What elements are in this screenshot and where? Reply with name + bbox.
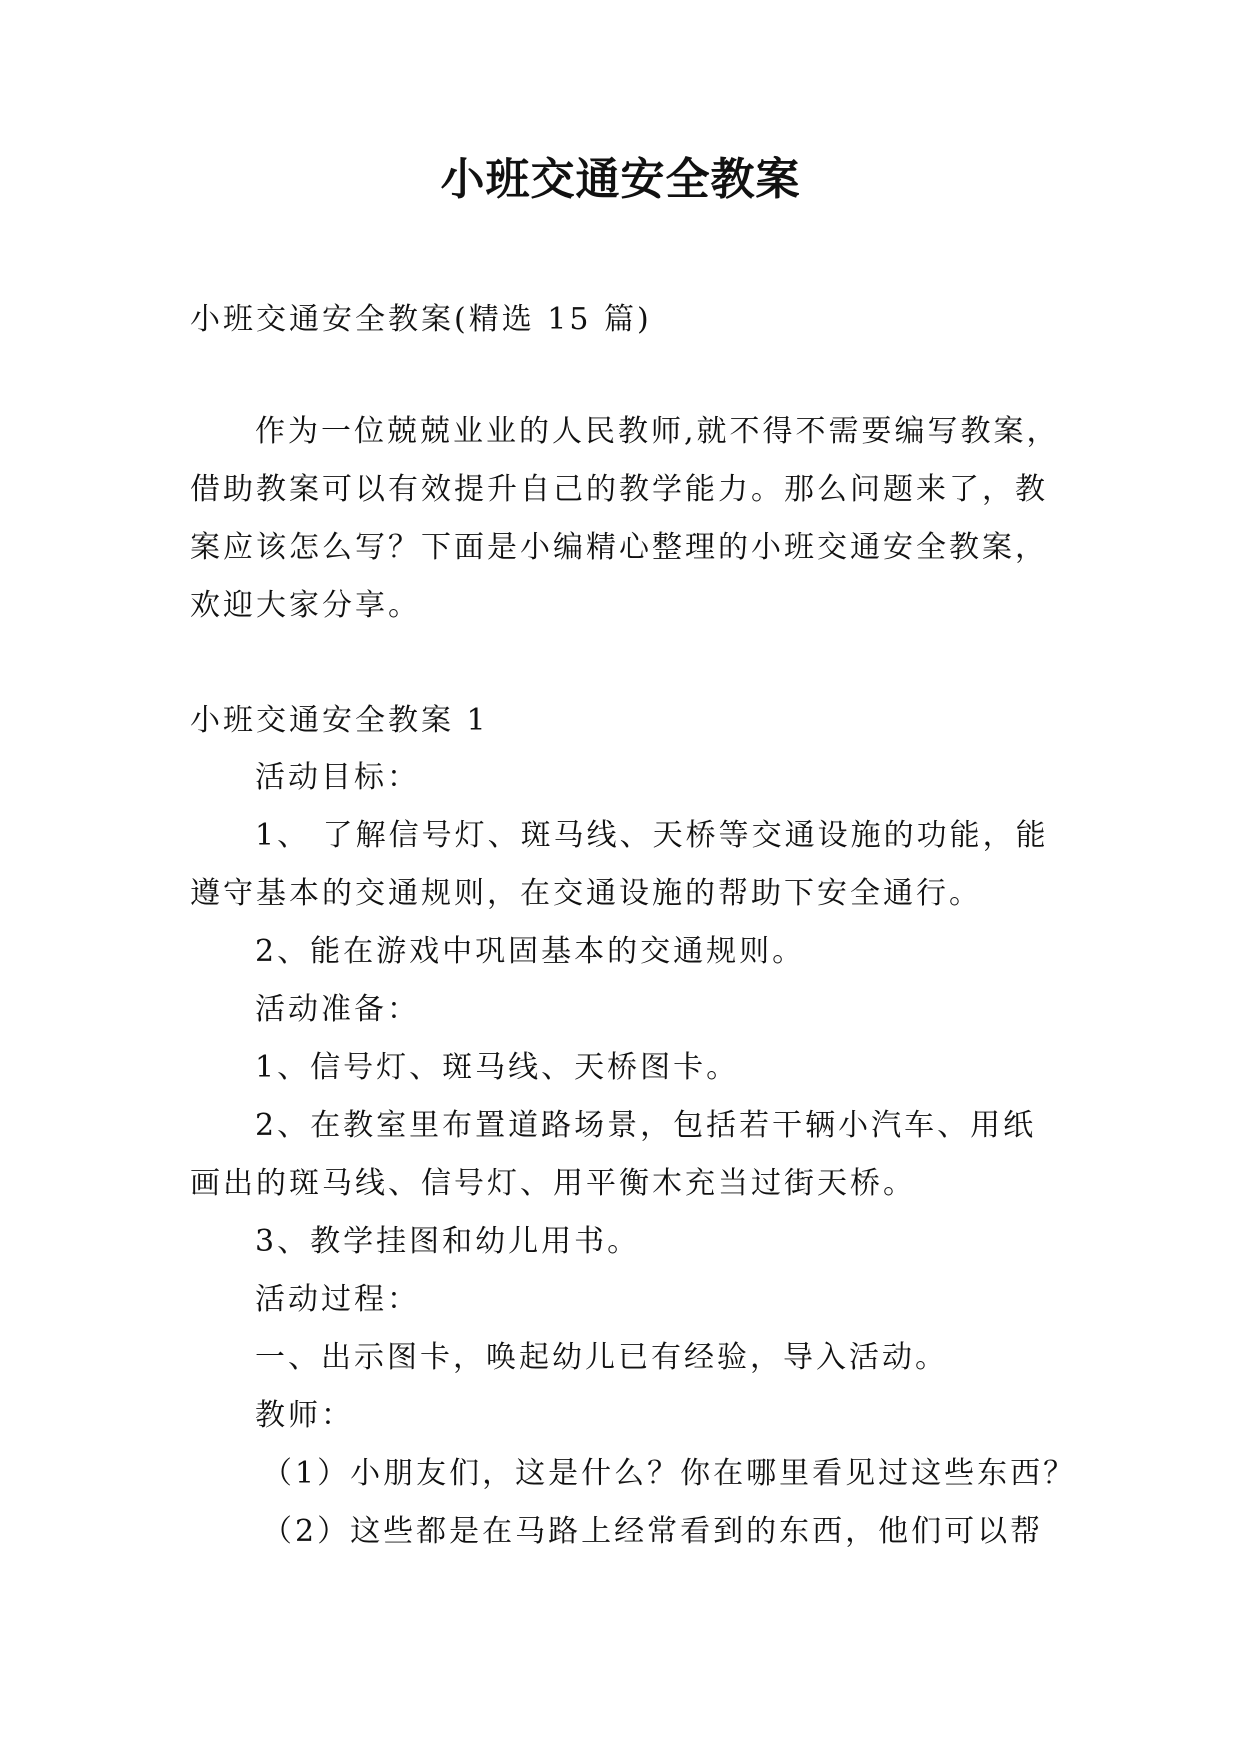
body-line: 1、 了解信号灯、斑马线、天桥等交通设施的功能，能 xyxy=(255,818,1049,853)
body-line: 3、教学挂图和幼儿用书。 xyxy=(255,1224,641,1259)
body-line: 2、能在游戏中巩固基本的交通规则。 xyxy=(255,934,806,969)
body-line: 活动准备： xyxy=(255,992,420,1027)
document-title: 小班交通安全教案 xyxy=(440,154,801,205)
body-line: 教师： xyxy=(255,1398,354,1433)
body-line: 一、出示图卡，唤起幼儿已有经验，导入活动。 xyxy=(255,1340,948,1375)
intro-line-3: 案应该怎么写？下面是小编精心整理的小班交通安全教案， xyxy=(190,530,1048,565)
document-subtitle: 小班交通安全教案(精选 15 篇) xyxy=(190,302,652,337)
body-line: 活动过程： xyxy=(255,1282,420,1317)
body-line: 活动目标： xyxy=(255,760,420,795)
body-line: （1）小朋友们，这是什么？你在哪里看见过这些东西？ xyxy=(262,1456,1077,1491)
intro-line-1: 作为一位兢兢业业的人民教师,就不得不需要编写教案， xyxy=(255,414,1060,449)
intro-line-2: 借助教案可以有效提升自己的教学能力。那么问题来了，教 xyxy=(190,472,1048,507)
body-line: 2、在教室里布置道路场景，包括若干辆小汽车、用纸 xyxy=(255,1108,1037,1143)
body-line: （2）这些都是在马路上经常看到的东西，他们可以帮 xyxy=(262,1514,1044,1549)
body-line: 1、信号灯、斑马线、天桥图卡。 xyxy=(255,1050,740,1085)
section-title: 小班交通安全教案 1 xyxy=(190,703,489,738)
body-line: 画出的斑马线、信号灯、用平衡木充当过街天桥。 xyxy=(190,1166,916,1201)
intro-line-4: 欢迎大家分享。 xyxy=(190,588,421,623)
body-line: 遵守基本的交通规则，在交通设施的帮助下安全通行。 xyxy=(190,876,982,911)
